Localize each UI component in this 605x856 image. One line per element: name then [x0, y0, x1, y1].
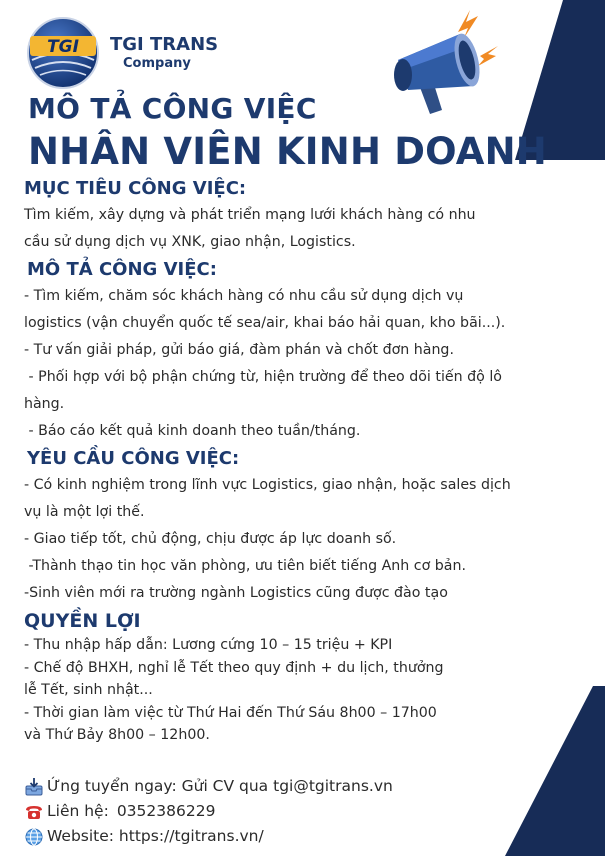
goal-line: cầu sử dụng dịch vụ XNK, giao nhận, Logistics. — [24, 234, 356, 250]
benefit-line: lễ Tết, sinh nhật... — [24, 682, 153, 698]
requirement-line: vụ là một lợi thế. — [24, 504, 145, 520]
brand-name: TGI TRANS — [110, 34, 219, 55]
description-line: - Tư vấn giải pháp, gửi báo giá, đàm phán và chốt đơn hàng. — [24, 342, 454, 358]
description-line: logistics (vận chuyển quốc tế sea/air, khai báo hải quan, kho bãi...). — [24, 315, 506, 331]
description-line: - Tìm kiếm, chăm sóc khách hàng có nhu cầu sử dụng dịch vụ — [24, 288, 464, 304]
phone-number: 0352386229 — [116, 802, 216, 820]
contact-block — [24, 774, 393, 849]
requirement-line: - Giao tiếp tốt, chủ động, chịu được áp lực doanh số. — [24, 531, 397, 547]
logo-text: TGI — [47, 37, 79, 57]
job-description-body — [24, 178, 594, 747]
inbox-tray-icon — [24, 777, 44, 797]
website-contact — [24, 824, 393, 849]
requirement-line: - Có kinh nghiệm trong lĩnh vực Logistics, giao nhận, hoặc sales dịch — [24, 477, 511, 493]
benefit-line: và Thứ Bảy 8h00 – 12h00. — [24, 727, 210, 743]
globe-icon — [24, 827, 44, 847]
section-heading-description: MÔ TẢ CÔNG VIỆC: — [27, 259, 217, 280]
telephone-icon — [24, 802, 44, 822]
description-line: - Báo cáo kết quả kinh doanh theo tuần/tháng. — [24, 423, 361, 439]
brand-subtitle: Company — [123, 55, 191, 71]
brand-block — [110, 36, 218, 71]
benefit-line: - Thời gian làm việc từ Thứ Hai đến Thứ Sáu 8h00 – 17h00 — [24, 704, 437, 721]
page-title-line1: MÔ TẢ CÔNG VIỆC — [28, 92, 317, 125]
requirement-line: -Thành thạo tin học văn phòng, ưu tiên biết tiếng Anh cơ bản. — [24, 558, 466, 574]
section-heading-requirements: YÊU CẦU CÔNG VIỆC: — [27, 448, 240, 469]
section-heading-goal: MỤC TIÊU CÔNG VIỆC: — [24, 178, 247, 199]
page-title-line2: NHÂN VIÊN KINH DOANH — [28, 130, 547, 173]
apply-text: Ứng tuyển ngay: Gửi CV qua tgi@tgitrans.vn — [47, 777, 393, 795]
requirement-line: -Sinh viên mới ra trường ngành Logistics cũng được đào tạo — [24, 585, 448, 601]
goal-line: Tìm kiếm, xây dựng và phát triển mạng lưới khách hàng có nhu — [24, 207, 476, 223]
benefit-line: - Chế độ BHXH, nghỉ lễ Tết theo quy định + du lịch, thưởng — [24, 659, 444, 676]
phone-contact — [24, 799, 393, 824]
website-text: Website: https://tgitrans.vn/ — [47, 827, 264, 845]
apply-contact — [24, 774, 393, 799]
phone-label: Liên hệ: — [47, 802, 109, 820]
section-heading-benefits: QUYỀN LỢI — [24, 610, 141, 632]
description-line: - Phối hợp với bộ phận chứng từ, hiện trường để theo dõi tiến độ lô — [24, 369, 502, 385]
description-line: hàng. — [24, 396, 65, 412]
megaphone-icon — [378, 4, 500, 122]
benefit-line: - Thu nhập hấp dẫn: Lương cứng 10 – 15 triệu + KPI — [24, 637, 393, 653]
company-logo — [26, 16, 100, 90]
